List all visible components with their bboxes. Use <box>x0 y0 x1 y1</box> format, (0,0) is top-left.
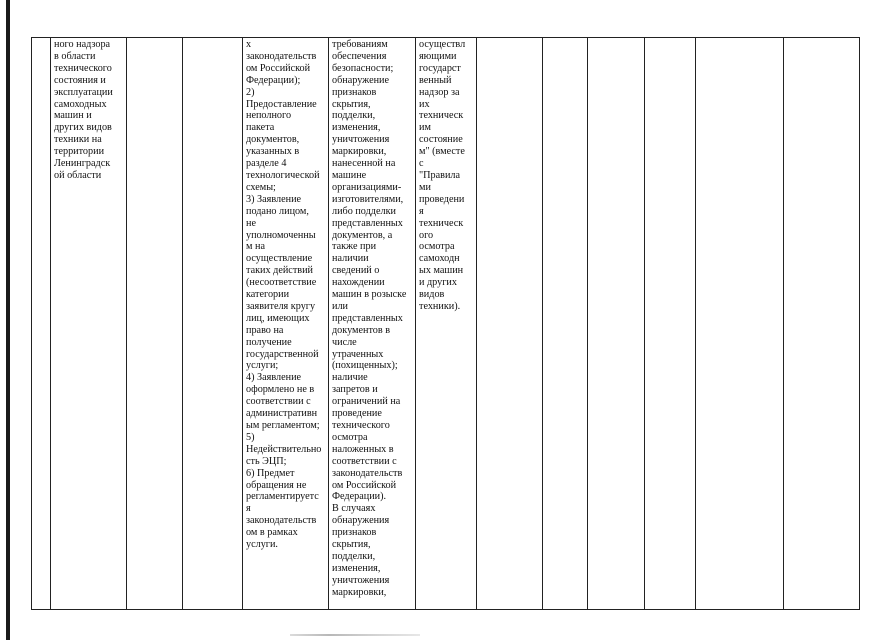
cell-authority-name: ного надзора в области технического состояния и эксплуатации самоходных машин и других видов техники на территории Ленинградск ой области <box>54 39 113 181</box>
table-column-divider <box>182 38 183 609</box>
cell-legal-basis: осуществл яющими государст венный надзор за их техническ им состояние м" (вместе с "Правила ми проведени я техническ ого осмотра самоходн ых машин и других видов техники). <box>419 39 466 312</box>
cell-suspension-grounds: требованиям обеспечения безопасности; обнаружение признаков скрытия, подделки, изменения, уничтожения маркировки, нанесенной на машине организациями- изготовителями, либо подделки представленных документов, а также при наличии сведений о нахождении машин в розыске или представленных документов в числе утраченных (похищенных); наличие запретов и ограничений на проведение технического осмотра наложенных в соответствии с законодательств ом Российской Федерации). В случаях обнаружения признаков скрытия, подделки, изменения, уничтожения маркировки, <box>332 39 407 598</box>
table-column-divider <box>783 38 784 609</box>
table-column-divider <box>328 38 329 609</box>
table-column-divider <box>644 38 645 609</box>
scan-artifact <box>290 634 420 636</box>
table-column-divider <box>476 38 477 609</box>
table-column-divider <box>415 38 416 609</box>
table-column-divider <box>50 38 51 609</box>
cell-refusal-grounds: х законодательств ом Российской Федерации); 2) Предоставление неполного пакета документов, указанных в разделе 4 технологической схемы; 3) Заявление подано лицом, не уполномоченны м на осуществление таких действий (несоответствие категории заявителя кругу лиц, имеющих право на получение государственной услуги; 4) Заявление оформлено не в соответствии с административн ым регламентом; 5) Недействительно сть ЭЦП; 6) Предмет обращения не регламентируетс я законодательств ом в рамках услуги. <box>246 39 322 551</box>
table-column-divider <box>126 38 127 609</box>
table-column-divider <box>242 38 243 609</box>
table-column-divider <box>695 38 696 609</box>
table-column-divider <box>587 38 588 609</box>
table-column-divider <box>542 38 543 609</box>
scan-edge-shadow <box>6 0 10 640</box>
document-table <box>31 37 860 610</box>
